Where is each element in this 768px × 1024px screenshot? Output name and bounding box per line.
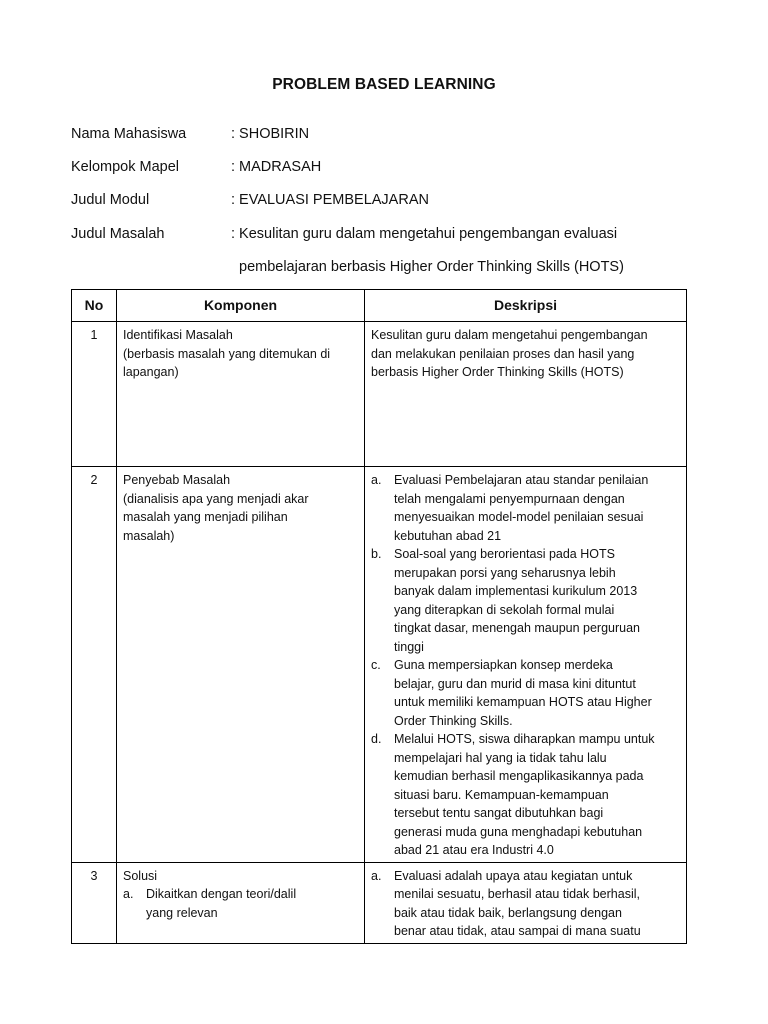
component-line: lapangan) [123,365,179,379]
list-item [371,730,680,860]
row-number: 1 [72,322,117,467]
list-item-line: merupakan porsi yang seharusnya lebih [394,565,616,580]
list-marker: a. [371,868,382,883]
row-number: 3 [72,862,117,943]
info-label: Judul Modul [71,192,150,208]
info-value-continuation: pembelajaran berbasis Higher Order Thinking Skills (HOTS) [239,259,624,275]
list-item [371,656,680,730]
list-item-line: Evaluasi adalah upaya atau kegiatan untuk [394,868,633,883]
list-item-line: Guna mempersiapkan konsep merdeka [394,658,613,672]
description-cell [365,467,687,863]
list-item-line: Soal-soal yang berorientasi pada HOTS [394,547,615,561]
list-item-line: mempelajari hal yang ia tidak tahu lalu [394,750,607,765]
component-cell [117,322,365,467]
table-header-row [72,290,687,322]
list-item-line: kebutuhan abad 21 [394,528,502,543]
list-item-line: situasi baru. Kemampuan-kemampuan [394,787,609,802]
component-line: masalah yang menjadi pilihan [123,510,288,524]
list-item-line: belajar, guru dan murid di masa kini dituntut [394,676,636,691]
description-line: Kesulitan guru dalam mengetahui pengembangan [371,328,648,342]
row-number: 2 [72,467,117,863]
info-label: Judul Masalah [71,226,165,242]
component-line: (berbasis masalah yang ditemukan di [123,346,331,361]
table-row [72,322,687,467]
list-item-line: menyesuaikan model-model penilaian sesuai [394,510,644,524]
list-item-line: yang relevan [146,905,218,920]
list-item-line: Order Thinking Skills. [394,713,513,728]
component-title: Solusi [123,868,158,883]
list-item [371,471,680,545]
list-item-line: generasi muda guna menghadapi kebutuhan [394,824,643,839]
list-item-line: benar atau tidak, atau sampai di mana suatu [394,924,641,938]
description-cell [365,322,687,467]
header-deskripsi: Deskripsi [365,290,687,322]
list-marker: d. [371,732,382,746]
list-item-line: untuk memiliki kemampuan HOTS atau Higher [394,695,652,709]
list-item-line: tinggi [394,639,424,654]
list-marker: c. [371,658,381,672]
pbl-table [71,289,687,944]
header-komponen: Komponen [117,290,365,322]
list-item-line: Dikaitkan dengan teori/dalil [146,887,297,901]
component-line: masalah) [123,528,175,543]
list-marker: b. [371,547,382,561]
info-value: : EVALUASI PEMBELAJARAN [231,192,429,208]
info-value: : SHOBIRIN [231,126,310,142]
list-item-line: yang diterapkan di sekolah formal mulai [394,602,615,617]
description-cell [365,862,687,943]
list-marker: a. [123,887,134,901]
list-marker: a. [371,473,382,487]
list-item-line: Evaluasi Pembelajaran atau standar penilaian [394,473,649,487]
list-item-line: kemudian berhasil mengaplikasikannya pada [394,769,644,783]
description-line: dan melakukan penilaian proses dan hasil yang [371,346,635,361]
list-item-line: Melalui HOTS, siswa diharapkan mampu untuk [394,732,655,746]
list-item-line: tersebut tentu sangat dibutuhkan bagi [394,806,604,820]
list-item-line: baik atau tidak baik, berlangsung dengan [394,905,622,920]
list-item-line: menilai sesuatu, berhasil atau tidak berhasil, [394,887,640,901]
list-item [371,545,680,656]
list-item-line: abad 21 atau era Industri 4.0 [394,843,554,857]
table-row [72,862,687,943]
header-no: No [72,290,117,322]
list-item [123,885,358,922]
info-value: : MADRASAH [231,159,322,175]
info-label: Nama Mahasiswa [71,126,187,142]
description-line: berbasis Higher Order Thinking Skills (HOTS) [371,365,624,379]
info-label: Kelompok Mapel [71,159,179,175]
table-row [72,467,687,863]
list-item-line: telah mengalami penyempurnaan dengan [394,491,625,506]
list-item [371,867,680,941]
list-item-line: banyak dalam implementasi kurikulum 2013 [394,584,638,598]
list-item-line: tingkat dasar, menengah maupun perguruan [394,621,641,635]
component-line: Identifikasi Masalah [123,328,233,342]
info-value: : Kesulitan guru dalam mengetahui pengembangan evaluasi [231,226,618,242]
component-cell [117,467,365,863]
component-cell [117,862,365,943]
component-line: (dianalisis apa yang menjadi akar [123,491,309,506]
document-title: PROBLEM BASED LEARNING [272,76,496,93]
component-line: Penyebab Masalah [123,473,231,487]
